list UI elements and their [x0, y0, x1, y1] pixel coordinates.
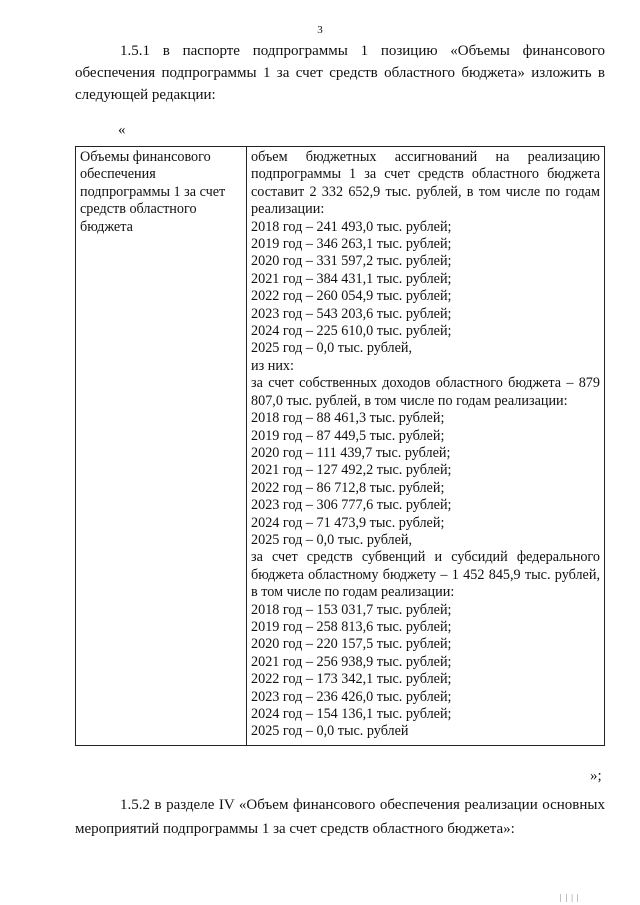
funding-line: 2024 год – 71 473,9 тыс. рублей; [251, 514, 445, 531]
funding-line: 2018 год – 153 031,7 тыс. рублей; [251, 601, 452, 618]
funding-line: 2025 год – 0,0 тыс. рублей, [251, 340, 413, 357]
funding-line: 2025 год – 0,0 тыс. рублей [251, 723, 409, 740]
passport-table [75, 146, 605, 746]
funding-line: за счет собственных доходов областного бюджета – 879 807,0 тыс. рублей, в том числе по годам реализации: [251, 375, 600, 409]
funding-line: 2018 год – 241 493,0 тыс. рублей; [251, 218, 452, 235]
clause-text: в разделе IV «Объем финансового обеспечения реализации основных мероприятий подпрограммы 1 за счет средств областного бюджета»: [75, 797, 605, 837]
funding-line: из них: [251, 357, 294, 374]
funding-line: 2023 год – 543 203,6 тыс. рублей; [251, 305, 452, 322]
funding-line: 2018 год – 88 461,3 тыс. рублей; [251, 410, 445, 427]
funding-line: 2020 год – 220 157,5 тыс. рублей; [251, 636, 452, 653]
funding-line: 2019 год – 87 449,5 тыс. рублей; [251, 427, 445, 444]
funding-line: 2023 год – 306 777,6 тыс. рублей; [251, 497, 452, 514]
clause-text: в паспорте подпрограммы 1 позицию «Объемы финансового обеспечения подпрограммы 1 за счет средств областного бюджета» изложить в следующей редакции: [75, 43, 605, 103]
table-value-cell [247, 147, 605, 746]
funding-line: 2021 год – 127 492,2 тыс. рублей; [251, 462, 452, 479]
opening-quote: « [118, 122, 126, 138]
funding-line: 2025 год – 0,0 тыс. рублей, [251, 531, 413, 548]
clause-number: 1.5.1 [120, 43, 150, 59]
funding-line: 2022 год – 260 054,9 тыс. рублей; [251, 288, 452, 305]
funding-line: 2020 год – 331 597,2 тыс. рублей; [251, 253, 452, 270]
closing-quote: »; [590, 768, 602, 784]
table-label-cell: Объемы финансового обеспечения подпрограммы 1 за счет средств областного бюджета [76, 147, 247, 746]
table-row [76, 147, 605, 746]
funding-line: за счет средств субвенций и субсидий федерального бюджета областному бюджету – 1 452 845,9 тыс. рублей, в том числе по годам реализации: [251, 549, 600, 601]
funding-line: объем бюджетных ассигнований на реализацию подпрограммы 1 за счет средств областного бюджета составит 2 332 652,9 тыс. рублей, в том числе по годам реализации: [251, 149, 600, 218]
funding-line: 2021 год – 256 938,9 тыс. рублей; [251, 653, 452, 670]
funding-line: 2023 год – 236 426,0 тыс. рублей; [251, 688, 452, 705]
funding-line: 2019 год – 346 263,1 тыс. рублей; [251, 236, 452, 253]
funding-line: 2024 год – 225 610,0 тыс. рублей; [251, 323, 452, 340]
footer-marks: | | | | [560, 893, 580, 902]
page-number: 3 [317, 24, 323, 36]
funding-line: 2022 год – 86 712,8 тыс. рублей; [251, 479, 445, 496]
funding-line: 2019 год – 258 813,6 тыс. рублей; [251, 618, 452, 635]
clause-1-5-2 [75, 793, 605, 841]
funding-line: 2021 год – 384 431,1 тыс. рублей; [251, 270, 452, 287]
funding-line: 2024 год – 154 136,1 тыс. рублей; [251, 706, 452, 722]
clause-1-5-1 [75, 40, 605, 106]
funding-line: 2022 год – 173 342,1 тыс. рублей; [251, 671, 452, 688]
funding-line: 2020 год – 111 439,7 тыс. рублей; [251, 444, 451, 461]
clause-number: 1.5.2 [120, 797, 150, 813]
